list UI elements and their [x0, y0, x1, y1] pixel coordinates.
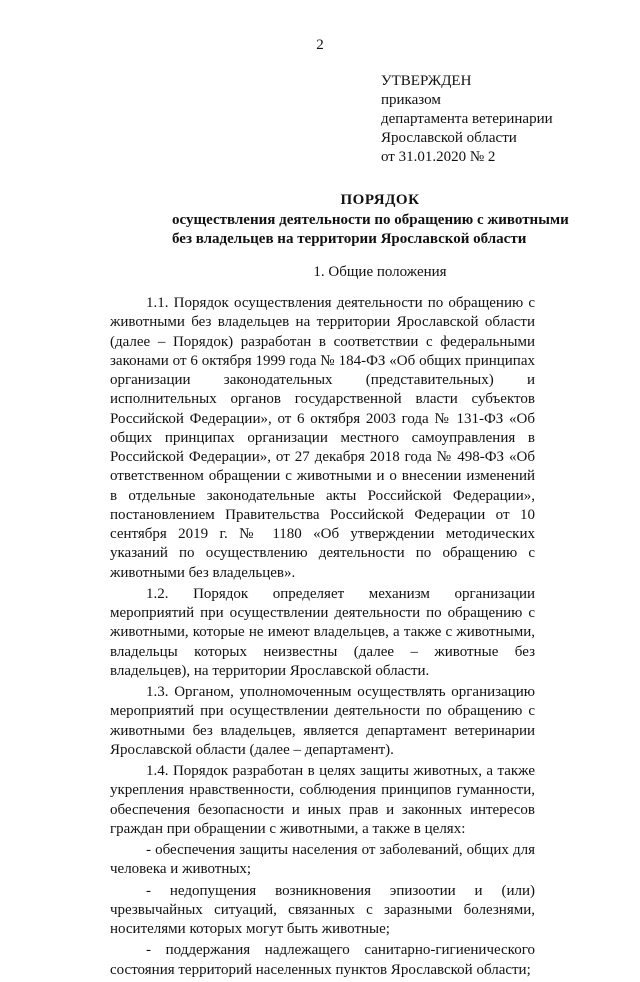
- list-item: - недопущения возникновения эпизоотии и (или) чрезвычайных ситуаций, связанных с заразными болезнями, носителями которых могут быть животные;: [110, 882, 535, 937]
- approval-block: [381, 72, 553, 167]
- document-subtitle: [172, 211, 592, 249]
- document-title: ПОРЯДОК: [340, 192, 420, 208]
- subtitle-line: без владельцев на территории Ярославской области: [172, 231, 527, 247]
- approval-line: УТВЕРЖДЕН: [381, 73, 472, 89]
- paragraph-1-2: 1.2. Порядок определяет механизм организации мероприятий при осуществлении деятельности по обращению с животными, которые не имеют владельцев, а также с животными, владельцы которых неизвестны (далее – животные без владельцев), на территории Ярославской области.: [110, 585, 535, 679]
- paragraph-1-4: 1.4. Порядок разработан в целях защиты животных, а также укрепления нравственности, соблюдения принципов гуманности, обеспечения безопасности и иных прав и законных интересов граждан при обращении с животными, а также в целях:: [110, 763, 535, 837]
- approval-line: департамента ветеринарии: [381, 111, 553, 127]
- list-item: - обеспечения защиты населения от заболеваний, общих для человека и животных;: [110, 842, 535, 878]
- list-item: - поддержания надлежащего санитарно-гигиенического состояния территорий населенных пунктов Ярославской области;: [110, 942, 535, 978]
- approval-date-line: от 31.01.2020 № 2: [381, 149, 496, 165]
- approval-line: Ярославской области: [381, 130, 517, 146]
- section-heading: 1. Общие положения: [313, 264, 447, 280]
- subtitle-line: осуществления деятельности по обращению с животными: [172, 212, 569, 228]
- document-body: [110, 294, 535, 982]
- paragraph-1-3: 1.3. Органом, уполномоченным осуществлять организацию мероприятий при осуществлении деятельности по обращению с животными без владельцев, является департамент ветеринарии Ярославской области (далее – департамент).: [110, 684, 535, 758]
- approval-line: приказом: [381, 92, 441, 108]
- page-number: 2: [316, 37, 324, 53]
- paragraph-1-1: 1.1. Порядок осуществления деятельности по обращению с животными без владельцев на территории Ярославской области (далее – Порядок) разработан в соответствии с федеральными законами от 6 октября 1999 года № 184-ФЗ «Об общих принципах организации законодательных (представительных) и исполнительных органов государственной власти субъектов Российской Федерации», от 6 октября 2003 года № 131-ФЗ «Об общих принципах организации местного самоуправления в Российской Федерации», от 27 декабря 2018 года № 498-ФЗ «Об ответственном обращении с животными и о внесении изменений в отдельные законодательные акты Российской Федерации», постановлением Правительства Российской Федерации от 10 сентября 2019 г. № 1180 «Об утверждении методических указаний по осуществлению деятельности по обращению с животными без владельцев».: [110, 295, 535, 581]
